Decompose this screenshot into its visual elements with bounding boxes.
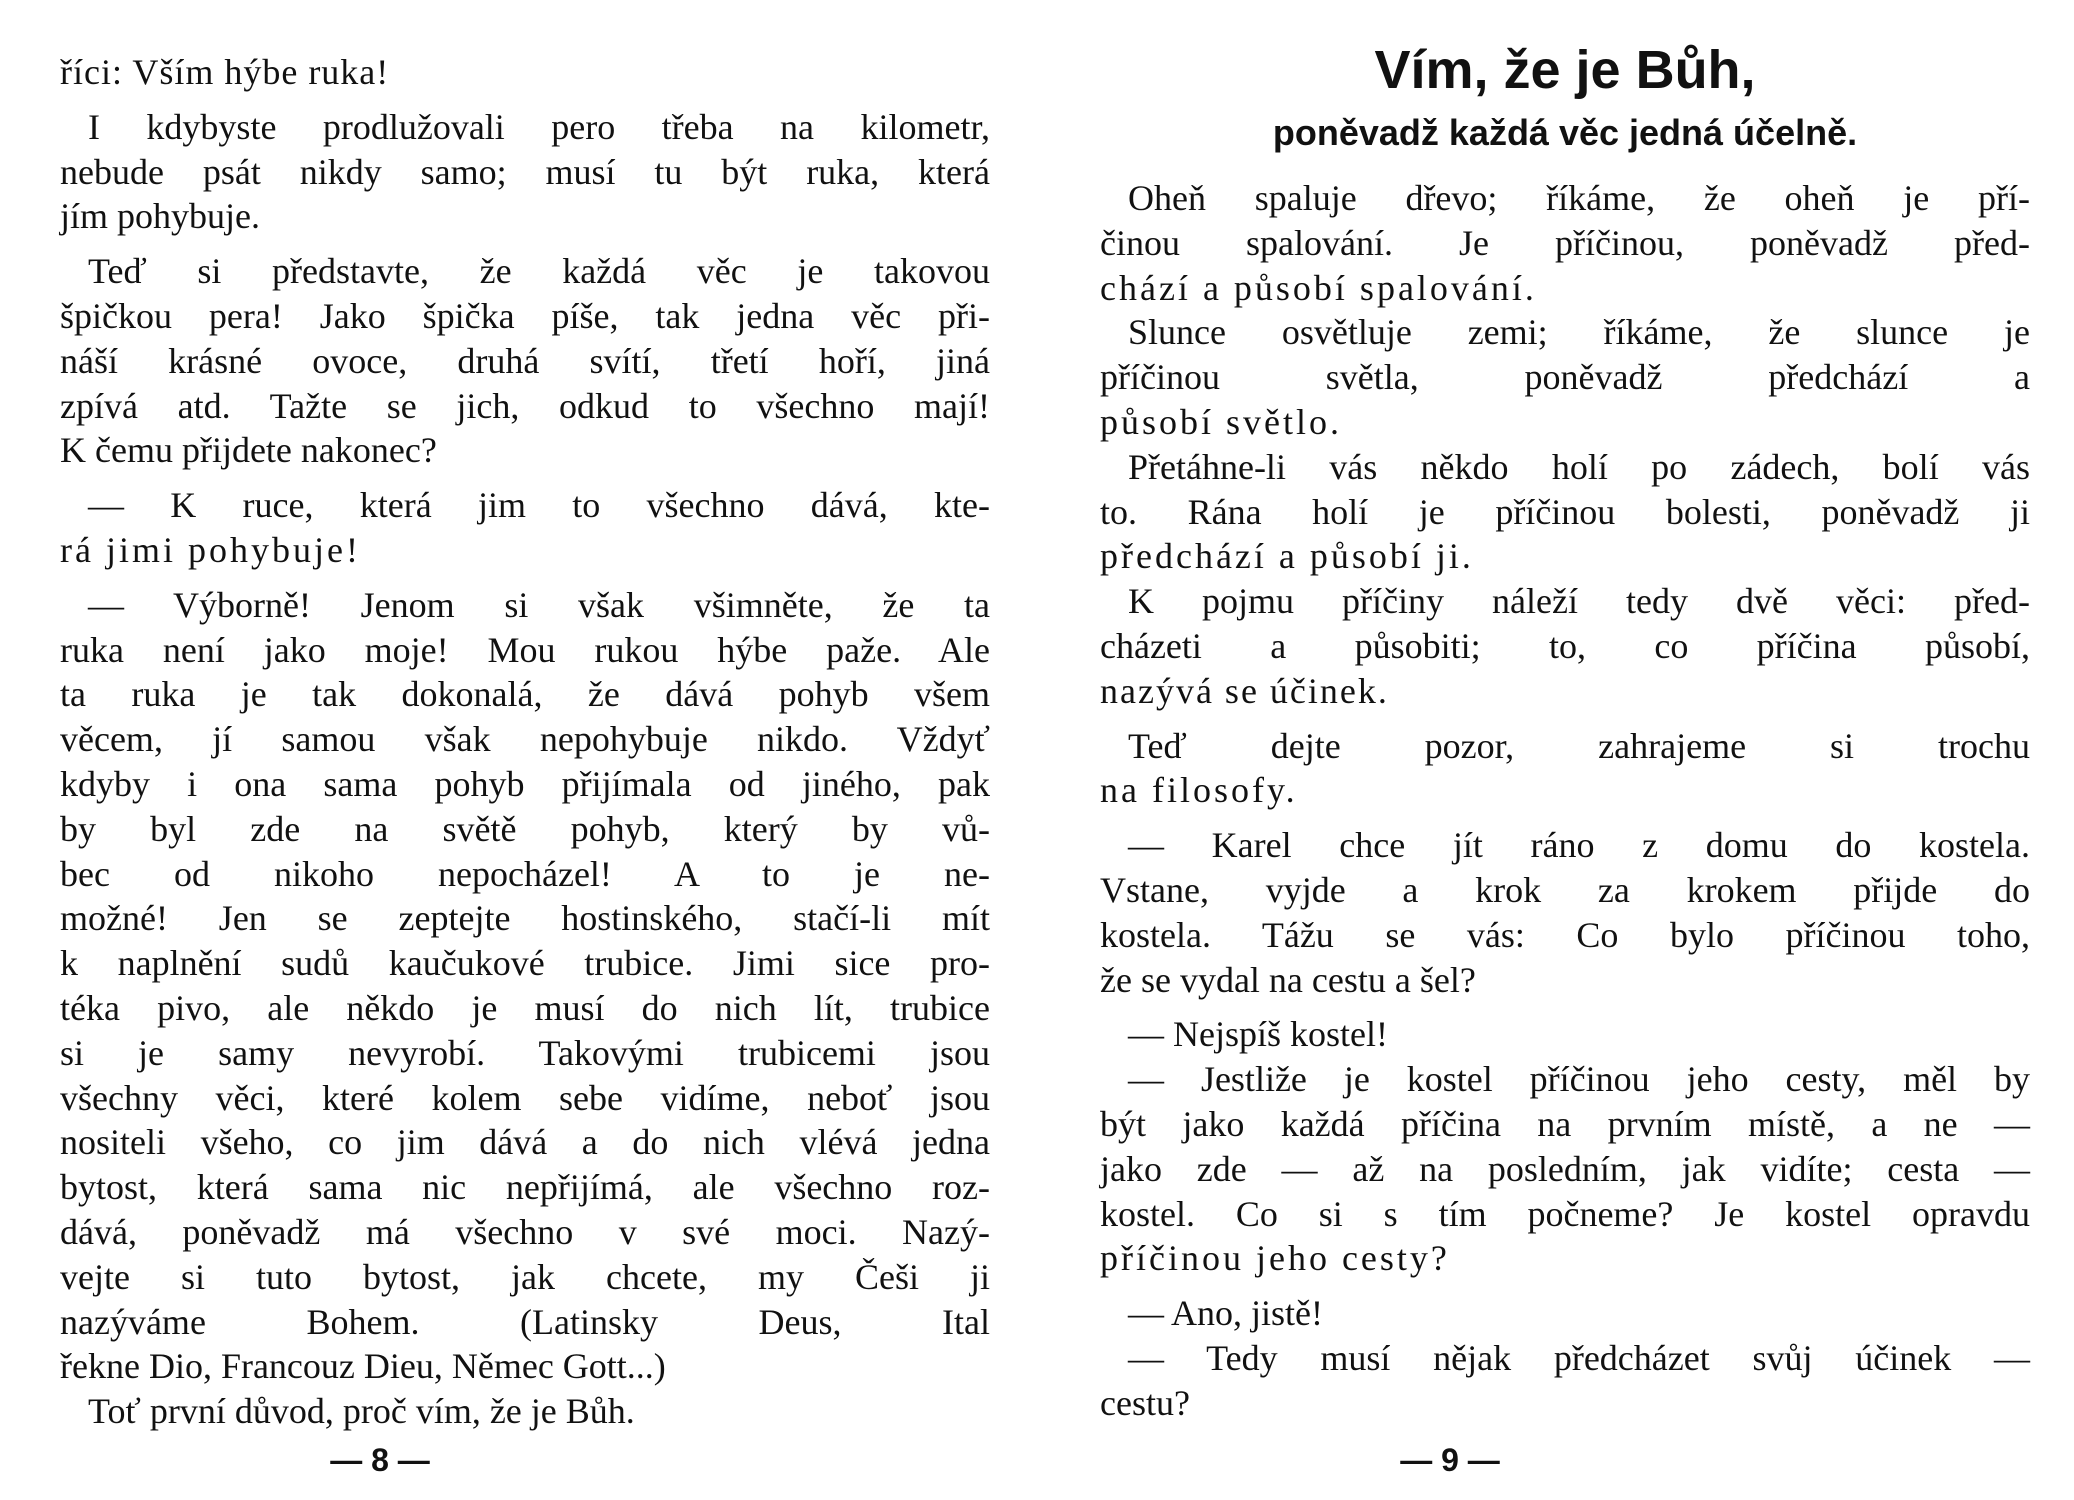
left-page-text — [60, 50, 990, 1434]
text-line: možné! Jen se zeptejte hostinského, stačí-li mít — [60, 898, 990, 939]
text-line: nebude psát nikdy samo; musí tu být ruka, která — [60, 151, 990, 192]
right-page — [1100, 0, 2030, 1500]
text-line: činou spalování. Je příčinou, poněvadž před- — [1100, 222, 2030, 263]
text-line: řekne Dio, Francouz Dieu, Němec Gott...) — [60, 1346, 666, 1387]
text-line: Oheň spaluje dřevo; říkáme, že oheň je pří- — [1128, 178, 2030, 218]
right-page-text — [1100, 176, 2030, 1426]
text-line: vejte si tuto bytost, jak chcete, my Češi ji — [60, 1256, 990, 1297]
text-line: nazývá se účinek. — [1100, 670, 1389, 711]
text-line: to. Rána holí je příčinou bolesti, poněvadž ji — [1100, 491, 2030, 532]
text-line: kostel. Co si s tím počneme? Je kostel opravdu — [1100, 1193, 2030, 1234]
left-page — [60, 0, 990, 1500]
text-line: ta ruka je tak dokonalá, že dává pohyb všem — [60, 674, 990, 715]
text-line: Přetáhne-li vás někdo holí po zádech, bolí vás — [1128, 446, 2030, 487]
page-number: — 9 — — [1400, 1442, 1500, 1478]
text-line: k naplnění sudů kaučukové trubice. Jimi sice pro- — [60, 943, 990, 984]
text-line: K čemu přijdete nakonec? — [60, 430, 437, 471]
page-number: — 8 — — [330, 1442, 430, 1478]
text-line: působí světlo. — [1100, 401, 1343, 442]
text-line: — Tedy musí nějak předcházet svůj účinek — — [1128, 1337, 2030, 1378]
text-line: nositeli všeho, co jim dává a do nich vlévá jedna — [60, 1122, 990, 1163]
text-line: být jako každá příčina na prvním místě, a ne — — [1100, 1103, 2030, 1144]
text-line: Teď dejte pozor, zahrajeme si trochu — [1128, 725, 2030, 766]
text-line: I kdybyste prodlužovali pero třeba na kilometr, — [88, 106, 990, 147]
text-line: chází a působí spalování. — [1100, 267, 1537, 308]
text-line: — Ano, jistě! — [1128, 1293, 1323, 1334]
text-line: — Jestliže je kostel příčinou jeho cesty, měl by — [1128, 1059, 2030, 1100]
text-line: by byl zde na světě pohyb, který by vů- — [60, 808, 990, 849]
text-line: rá jimi pohybuje! — [60, 529, 361, 570]
text-line: téka pivo, ale někdo je musí do nich lít, trubice — [60, 987, 990, 1028]
text-line: dává, poněvadž má všechno v své moci. Nazý- — [60, 1211, 990, 1252]
text-line: Teď si představte, že každá věc je takovou — [88, 251, 990, 292]
text-line: bytost, která sama nic nepřijímá, ale všechno roz- — [60, 1167, 990, 1208]
text-line: si je samy nevyrobí. Takovými trubicemi jsou — [60, 1032, 990, 1073]
text-line: náší krásné ovoce, druhá svítí, třetí hoří, jiná — [60, 340, 990, 381]
text-line: příčinou jeho cesty? — [1100, 1238, 1450, 1279]
text-line: cházeti a působiti; to, co příčina působí, — [1100, 625, 2030, 666]
text-line: špičkou pera! Jako špička píše, tak jedna věc při- — [60, 295, 990, 336]
text-line: nazýváme Bohem. (Latinsky Deus, Ital — [60, 1301, 990, 1342]
text-line: Toť první důvod, proč vím, že je Bůh. — [88, 1391, 635, 1432]
text-line: na filosofy. — [1100, 770, 1298, 811]
text-line: předchází a působí ji. — [1100, 536, 1474, 577]
text-line: říci: Vším hýbe ruka! — [60, 52, 390, 92]
text-line: kdyby i ona sama pohyb přijímala od jiného, pak — [60, 763, 990, 804]
text-line: bec od nikoho nepocházel! A to je ne- — [60, 853, 990, 894]
text-line: příčinou světla, poněvadž předchází a — [1100, 357, 2030, 398]
text-line: zpívá atd. Tažte se jich, odkud to všechno mají! — [60, 385, 990, 426]
text-line: ruka není jako moje! Mou rukou hýbe paže. Ale — [60, 629, 990, 670]
text-line: — Karel chce jít ráno z domu do kostela. — [1128, 825, 2030, 866]
text-line: — Nejspíš kostel! — [1128, 1014, 1388, 1055]
text-line: že se vydal na cestu a šel? — [1100, 959, 1476, 1000]
text-line: Vstane, vyjde a krok za krokem přijde do — [1100, 869, 2030, 910]
text-line: jako zde — až na posledním, jak vidíte; cesta — — [1100, 1148, 2030, 1189]
text-line: K pojmu příčiny náleží tedy dvě věci: před- — [1128, 581, 2030, 622]
text-line: cestu? — [1100, 1382, 1190, 1423]
text-line: všechny věci, které kolem sebe vidíme, neboť jsou — [60, 1077, 990, 1118]
text-line: jím pohybuje. — [60, 196, 260, 237]
chapter-subtitle: poněvadž každá věc jedná účelně. — [1272, 112, 1858, 153]
text-line: věcem, jí samou však nepohybuje nikdo. Vždyť — [60, 719, 990, 760]
chapter-title: Vím, že je Bůh, — [1374, 40, 1756, 100]
text-line: — K ruce, která jim to všechno dává, kte- — [88, 485, 990, 526]
text-line: — Výborně! Jenom si však všimněte, že ta — [88, 584, 990, 625]
text-line: kostela. Tážu se vás: Co bylo příčinou toho, — [1100, 914, 2030, 955]
text-line: Slunce osvětluje zemi; říkáme, že slunce je — [1128, 312, 2030, 353]
